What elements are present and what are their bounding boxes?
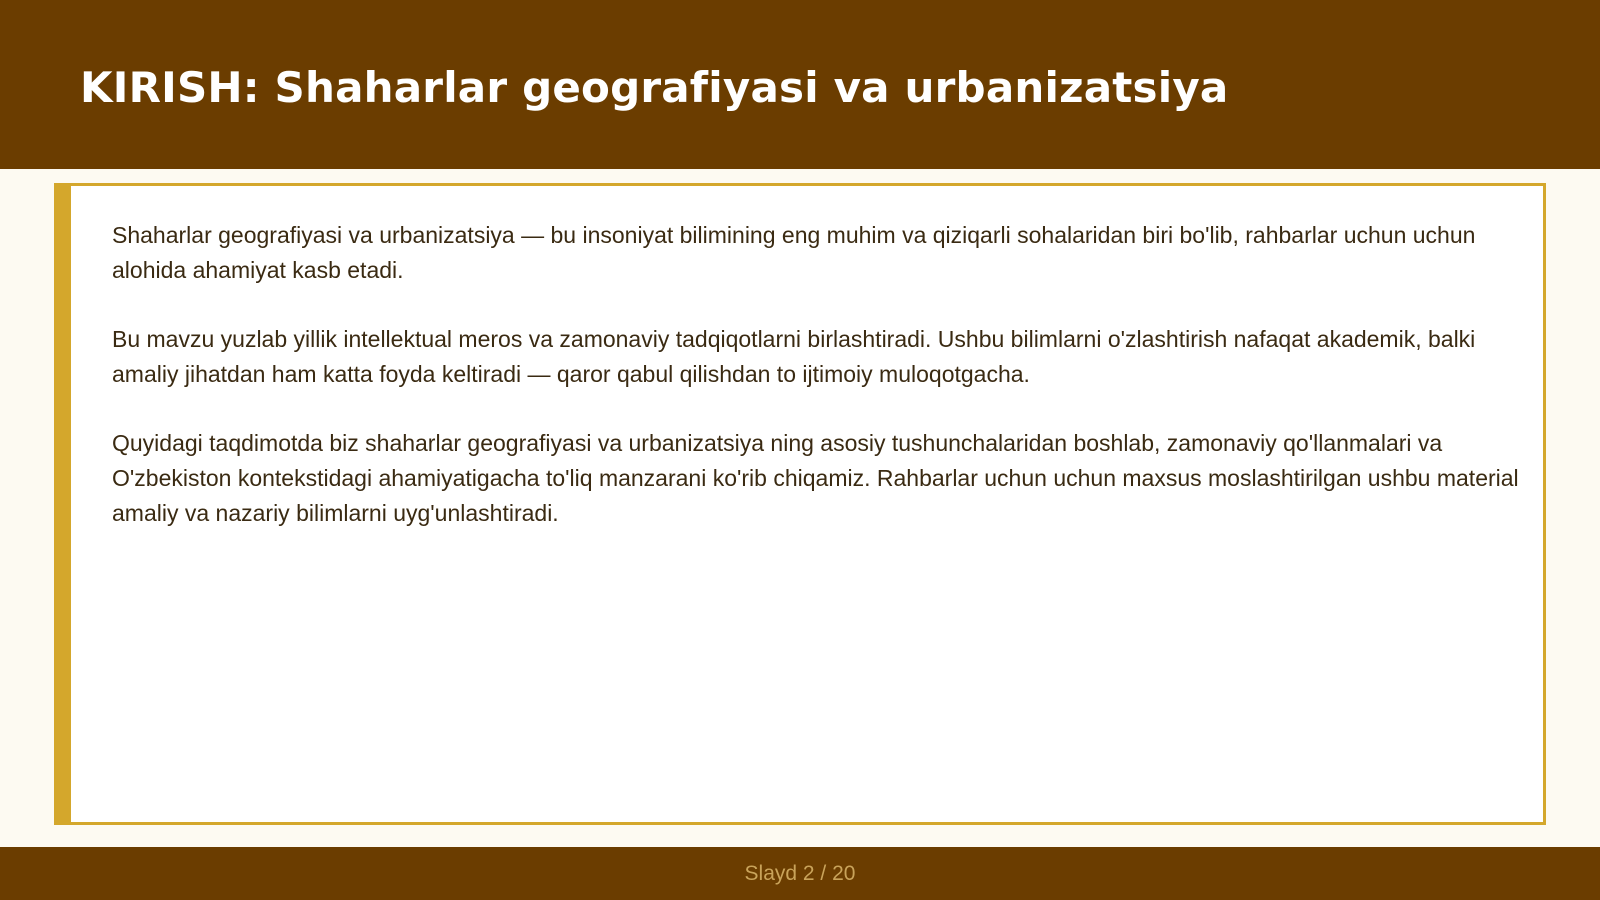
slide-header: [0, 0, 1600, 169]
content-card: [54, 183, 1546, 825]
slide-counter: Slayd 2 / 20: [744, 862, 856, 885]
paragraph-heritage: Bu mavzu yuzlab yillik intellektual meros va zamonaviy tadqiqotlarni birlashtiradi. Ushbu bilimlarni o'zlashtirish nafaqat akademik, balki amaliy jihatdan ham katta foyda keltiradi — qaror qabul qilishdan to ijtimoiy muloqotgacha.: [112, 326, 1476, 387]
slide-footer: [0, 847, 1600, 900]
content-body: [112, 218, 1522, 565]
slide-title: KIRISH: Shaharlar geografiyasi va urbanizatsiya: [80, 63, 1229, 112]
paragraph-overview: Quyidagi taqdimotda biz shaharlar geografiyasi va urbanizatsiya ning asosiy tushunchalaridan boshlab, zamonaviy qo'llanmalari va O'zbekiston kontekstidagi ahamiyatigacha to'liq manzarani ko'rib chiqamiz. Rahbarlar uchun uchun maxsus moslashtirilgan ushbu material amaliy va nazariy bilimlarni uyg'unlashtiradi.: [112, 430, 1519, 526]
paragraph-intro: Shaharlar geografiyasi va urbanizatsiya — bu insoniyat bilimining eng muhim va qiziqarli sohalaridan biri bo'lib, rahbarlar uchun uchun alohida ahamiyat kasb etadi.: [112, 222, 1476, 283]
